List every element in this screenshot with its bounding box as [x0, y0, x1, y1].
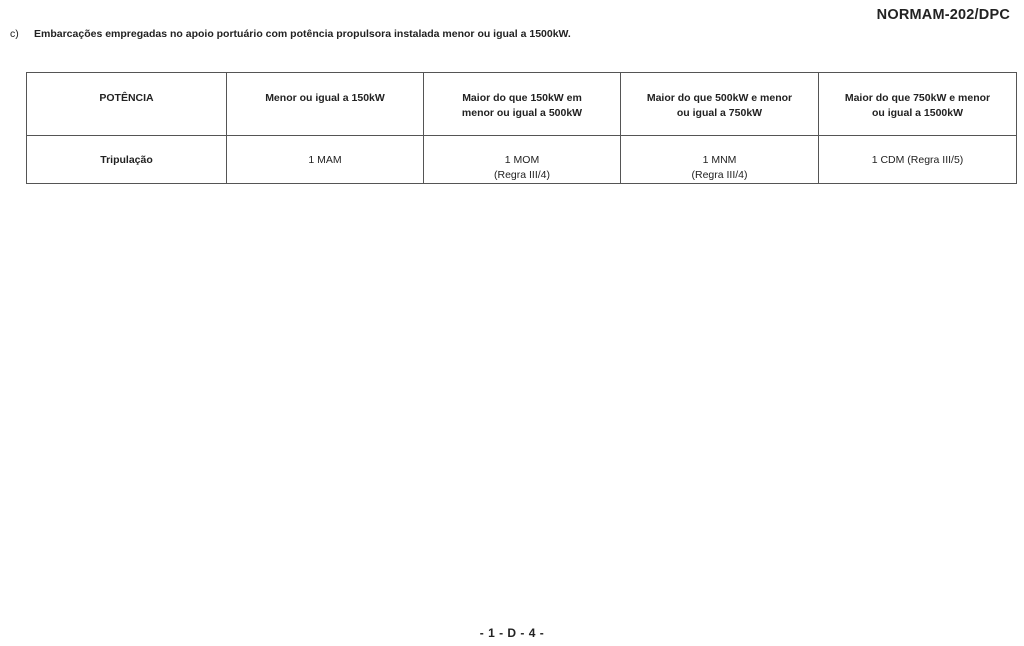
- crew-cell-750kw: [621, 136, 819, 184]
- crew-cell-150kw: [227, 136, 424, 184]
- header-cell-line: Maior do que 750kW e menor: [844, 92, 991, 104]
- row-label-cell: [27, 136, 227, 184]
- crew-cell-line: (Regra III/4): [493, 169, 551, 181]
- header-cell-line: Menor ou igual a 150kW: [265, 92, 385, 104]
- section-letter: c): [10, 28, 19, 40]
- section-heading: [10, 28, 571, 40]
- header-cell-line: menor ou igual a 500kW: [461, 107, 583, 119]
- header-label: POTÊNCIA: [99, 92, 154, 104]
- crew-cell-500kw: [424, 136, 621, 184]
- crew-table: [26, 72, 1017, 184]
- header-label-cell: [27, 73, 227, 136]
- header-cell-line: Maior do que 150kW em: [462, 92, 582, 104]
- crew-cell-line: 1 MOM: [504, 154, 540, 166]
- header-cell-500kw: [424, 73, 621, 136]
- table-row: [27, 136, 1017, 184]
- header-cell-750kw: [621, 73, 819, 136]
- document-code: NORMAM-202/DPC: [876, 7, 1010, 23]
- page-number: - 1 - D - 4 -: [479, 626, 545, 640]
- header-cell-line: ou igual a 1500kW: [871, 107, 964, 119]
- table-header-row: [27, 73, 1017, 136]
- header-cell-150kw: [227, 73, 424, 136]
- row-label: Tripulação: [100, 154, 153, 166]
- header-cell-line: Maior do que 500kW e menor: [646, 92, 793, 104]
- crew-cell-1500kw: [819, 136, 1017, 184]
- header-cell-1500kw: [819, 73, 1017, 136]
- section-title: Embarcações empregadas no apoio portuário com potência propulsora instalada menor ou igual a 1500kW.: [34, 28, 571, 40]
- crew-cell-line: 1 CDM (Regra III/5): [871, 154, 964, 166]
- crew-cell-line: (Regra III/4): [691, 169, 748, 181]
- crew-cell-line: 1 MAM: [308, 154, 342, 166]
- crew-cell-line: 1 MNM: [702, 154, 737, 166]
- header-cell-line: ou igual a 750kW: [676, 107, 763, 119]
